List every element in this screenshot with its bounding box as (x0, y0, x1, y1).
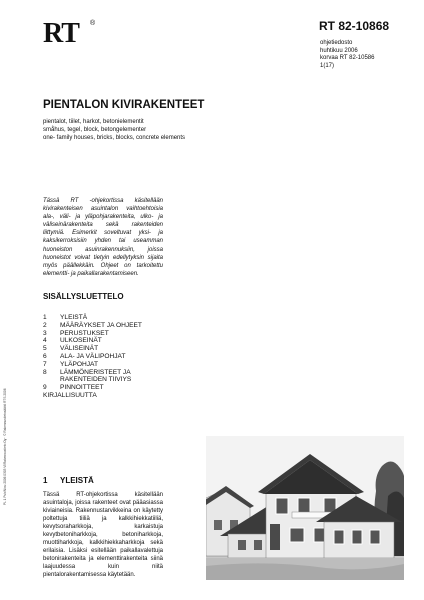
table-of-contents (43, 314, 142, 400)
toc-number: 8 (43, 368, 47, 376)
toc-number: 1 (43, 314, 47, 321)
toc-label: VÄLISEINÄT (60, 345, 99, 353)
document-meta (320, 40, 374, 70)
toc-item[interactable] (43, 392, 142, 400)
registered-mark: ® (90, 20, 96, 27)
keywords-fi: pientalot, tiilet, harkot, betonielementit (43, 119, 144, 125)
toc-label: ULKOSEINÄT (60, 337, 102, 345)
toc-item[interactable] (43, 353, 142, 361)
toc-label: YLÄPOHJAT (60, 360, 98, 368)
meta-pages: 1(17) (320, 62, 335, 69)
toc-number: 9 (43, 384, 47, 392)
rt-logo: RT (43, 18, 79, 49)
toc-number: 2 (43, 321, 47, 329)
section-number: 1 (43, 476, 48, 485)
toc-label: RAKENTEIDEN TIIVIYS (60, 376, 132, 384)
meta-type: ohjetiedosto (320, 40, 353, 46)
toc-number: 3 (43, 329, 47, 337)
keywords-sv: småhus, tegel, block, betongelementer (43, 127, 147, 133)
section-1-heading (43, 476, 94, 486)
meta-date: huhtikuu 2006 (320, 47, 358, 54)
document-code: RT 82-10868 (319, 19, 390, 33)
toc-number: 7 (43, 360, 47, 368)
section-1-body: Tässä RT-ohjekortissa käsitellään asuintaloja, joissa rakenteet ovat pääasiassa kiviaineisia. Rakennustarvikkeina on käytetty poltettuja tiiliä ja kalkkihiekkatiiliä, kevytsoraharkkoja, karkaistuja kevytbetoniharkkoja, betoniharkkoja, muottiharkkoja, kalkkihiekkaharkkoja sekä erilaisia. Lisäksi esitellään paikallavalettuja betonirakenteita ja elementtirakenteita siinä laajuudessa kuin niitä pientalorakentamisessa käytetään. (43, 492, 163, 579)
side-imprint: PL 1 Puh/Niou 2006 0303 Vl/Rakennustieto Oy · © Rakennustietosäätiö RTS 2006 (3, 388, 7, 505)
meta-replaces: korvaa RT 82-10586 (320, 55, 375, 62)
toc-number: 5 (43, 345, 47, 353)
abstract: Tässä RT -ohjekortissa käsitellään kivirakenteisen asuintalon vaihtoehtoisia ala-, väli- ja yläpohjarakenteita, ulko- ja väliseinärakenteita sekä rakenteiden liittymiä. Esimerkit soveltuvat yksi- ja kaksikerroksisiin yhden tai useamman huoneiston asuinrakennuksiin, joissa huoneistot voivat tietyin edellytyksin sijaita myös päällekkäin. Ohjeet on tarkoitettu elementti- ja paikallarakentamiseen. (43, 198, 163, 277)
keywords-en: one- family houses, bricks, blocks, concrete elements (43, 135, 186, 141)
document-title: PIENTALON KIVIRAKENTEET (43, 99, 205, 111)
toc-item[interactable] (43, 361, 142, 369)
toc-item[interactable] (43, 322, 142, 330)
toc-number (43, 376, 60, 384)
toc-item[interactable] (43, 314, 142, 322)
toc-number: 4 (43, 337, 47, 345)
toc-item[interactable] (43, 384, 142, 392)
toc-label: YLEISTÄ (60, 314, 88, 321)
toc-label: KIRJALLISUUTTA (43, 391, 97, 399)
toc-label: ALA- JA VÄLIPOHJAT (60, 352, 126, 360)
toc-label: PINNOITTEET (60, 384, 104, 392)
section-title: YLEISTÄ (60, 476, 94, 485)
toc-label: PERUSTUKSET (60, 329, 109, 337)
toc-number: 6 (43, 352, 47, 360)
toc-item[interactable] (43, 345, 142, 353)
house-photo (206, 436, 404, 580)
toc-heading: SISÄLLYSLUETTELO (43, 292, 124, 301)
toc-label: LÄMMÖNERISTEET JA (60, 368, 131, 376)
keywords (43, 118, 185, 142)
toc-label: MÄÄRÄYKSET JA OHJEET (60, 321, 142, 329)
toc-item[interactable] (43, 376, 142, 384)
toc-item[interactable] (43, 369, 142, 377)
